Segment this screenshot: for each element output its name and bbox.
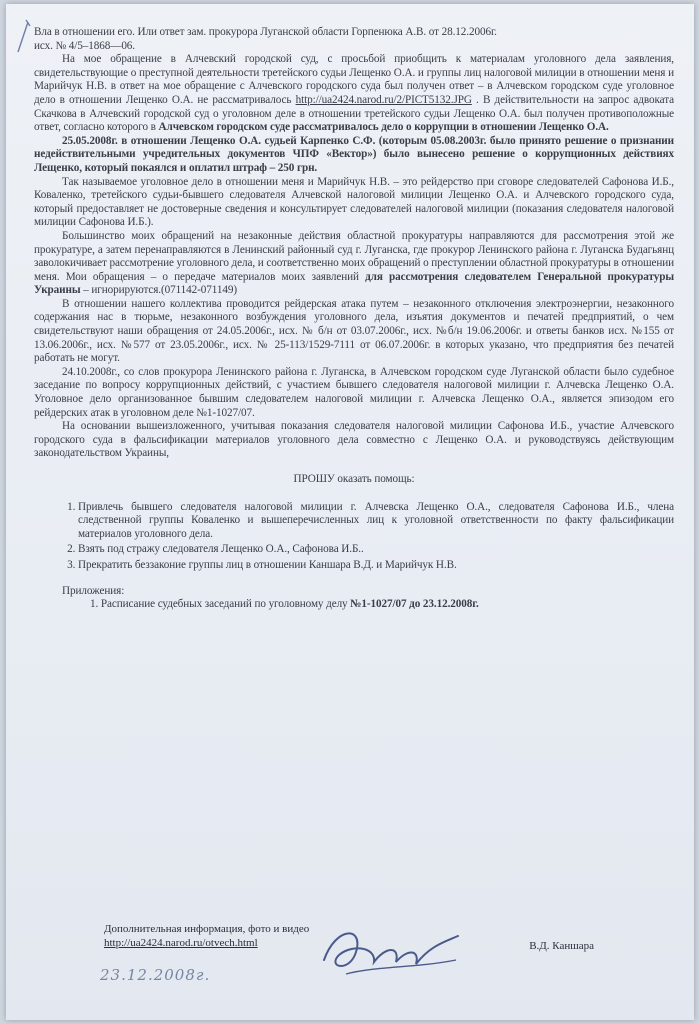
request-item: 3. Прекратить беззаконие группы лиц в отношении Каншара В.Д. и Марийчук Н.В. — [78, 559, 674, 573]
paragraph — [34, 176, 674, 230]
photo-link[interactable]: http://ua2424.narod.ru/2/PICT5132.JPG — [295, 93, 472, 106]
paragraph — [34, 298, 674, 366]
paragraph — [34, 230, 674, 298]
paragraph-text: Большинство моих обращений на незаконные действия областной прокуратуры направляются для рассмотрения этой же прокуратуре, а затем перенаправляются в Ленинский районный суд г. Луганска, где прокурор Ленинского района г. Луганска Будагьянц заволокичивает рассмотрение уголовного дела, и соответственно моих обращений о преступлении областной прокуратуры в отношении меня. Мои обращения – о передаче материалов моих заявлений — [34, 229, 674, 283]
pen-mark-icon — [14, 16, 34, 56]
paragraphs — [34, 53, 674, 461]
request-heading: ПРОШУ оказать помощь: — [293, 473, 415, 485]
paragraph-text: На основании вышеизложенного, учитывая показания следователя налоговой милиции Сафонова И.Б., участие Алчевского городского суда в фальсификации материалов уголовного дела совместно с Лещенко О.А. и руководствуясь действующим законодательством Украины, — [34, 420, 674, 460]
paragraph-text: Так называемое уголовное дело в отношении меня и Марийчук Н.В. – это рейдерство при сговоре следователей Сафонова И.Б., Коваленко, третейского судьи-бывшего следователя Алчевской налоговой милиции Лещенко О.А. и Алчевского городского суда, который предоставляет не достоверные сведения и консультирует следователей налоговой милиции (показания следователя налоговой милиции Сафонова И.Б.). — [34, 175, 674, 229]
signer-name: В.Д. Каншара — [529, 940, 594, 952]
attachment-text: 1. Расписание судебных заседаний по уголовному делу — [90, 598, 351, 611]
paragraph-text: Алчевском городском суде рассматривалось дело о коррупции в отношении Лещенко О.А. — [158, 121, 609, 134]
request-list — [34, 501, 674, 573]
document-body — [34, 26, 674, 612]
addinfo-label: Дополнительная информация, фото и видео — [104, 923, 310, 935]
signature-icon — [316, 916, 466, 986]
attachments-title: Приложения: — [62, 584, 125, 597]
paragraph-text: . В действительности на запрос адвоката Скачкова в Алчевский городской суд о уголовном деле в отношении третейского судьи Лещенко О.А. был получен противоположные ответ, согласно которого в — [34, 93, 674, 134]
paragraph — [34, 135, 674, 176]
paragraph-text: 25.05.2008г. в отношении Лещенко О.А. судьей Карпенко С.Ф. (которым 05.08.2003г. было принято решение о признании недействительными учредительных документов ЧПФ «Вектор») было вынесено решение о коррупционных действиях Лещенко, который покаялся и оплатил штраф – 250 грн. — [34, 134, 674, 174]
attachment-case-number: №1-1027/07 до 23.12.2008г. — [350, 598, 479, 611]
header-line-1: Вла в отношении его. Или ответ зам. прокурора Луганской области Горпенюка А.В. от 28.12.2006г. — [34, 26, 497, 38]
paragraph-text: – игнорируются.(071142-071149) — [80, 284, 237, 297]
addinfo-link[interactable]: http://ua2424.narod.ru/otvech.html — [104, 937, 258, 949]
request-item: 1. Привлечь бывшего следователя налоговой милиции г. Алчевска Лещенко О.А., следователя Сафонова И.Б., члена следственной группы Коваленко и вышеперечисленных лиц к уголовной ответственности по факту фальсификации материалов уголовного дела. — [78, 501, 674, 542]
request-item: 2. Взять под стражу следователя Лещенко О.А., Сафонова И.Б.. — [78, 543, 674, 557]
paragraph-text: В отношении нашего коллектива проводится рейдерская атака путем – незаконного отключения электроэнергии, незаконного содержания нас в тюрьме, незаконного возбуждения уголовного дела, изъятия документов и печатей предприятий, о чем свидетельствуют наши обращения от 24.05.2006г., исх. № б/н от 03.07.2006г., исх. №б/н 19.06.2006г. и ответы банков исх. №155 от 13.06.2006г., исх. №577 от 23.05.2006г., исх. № 25-113/1529-7111 от 06.07.2006г. в которых указано, что предприятия без печатей работать не могут. — [34, 297, 674, 365]
paragraph-text: 24.10.2008г., со слов прокурора Ленинского района г. Луганска, в Алчевском городском суде Луганской области было судебное заседание по вопросу коррупционных действий, с участием бывшего следователя налоговой милиции г. Алчевска Лещенко О.А. Уголовное дело организованное бывшим следователем налоговой милиции г. Алчевска Лещенко О.А., является эпизодом его рейдерских атак в уголовном деле №1-1027/07. — [34, 365, 674, 419]
paragraph — [34, 53, 674, 135]
attachment-item — [90, 598, 674, 612]
header-line-2: исх. № 4/5–1868—06. — [34, 39, 135, 52]
paragraph-text: для рассмотрения следователем Генеральной прокуратуры Украины — [34, 270, 675, 297]
paragraph — [34, 420, 674, 461]
paragraph — [34, 366, 674, 420]
paragraph-text: На мое обращение в Алчевский городской суд, с просьбой приобщить к материалам уголовного дела заявления, свидетельствующие о преступной деятельности третейского судьи Лещенко О.А. и группы лиц налоговой милиции в отношении меня и Марийчук Н.В. в ответ на мое обращение с Алчевского городского суда был получен ответ – в Алчевском городском суде уголовное дело в отношении Лещенко О.А. не рассматривалось — [34, 53, 674, 106]
handwritten-date: 23.12.2008г. — [100, 966, 211, 984]
document-page — [6, 4, 694, 1020]
